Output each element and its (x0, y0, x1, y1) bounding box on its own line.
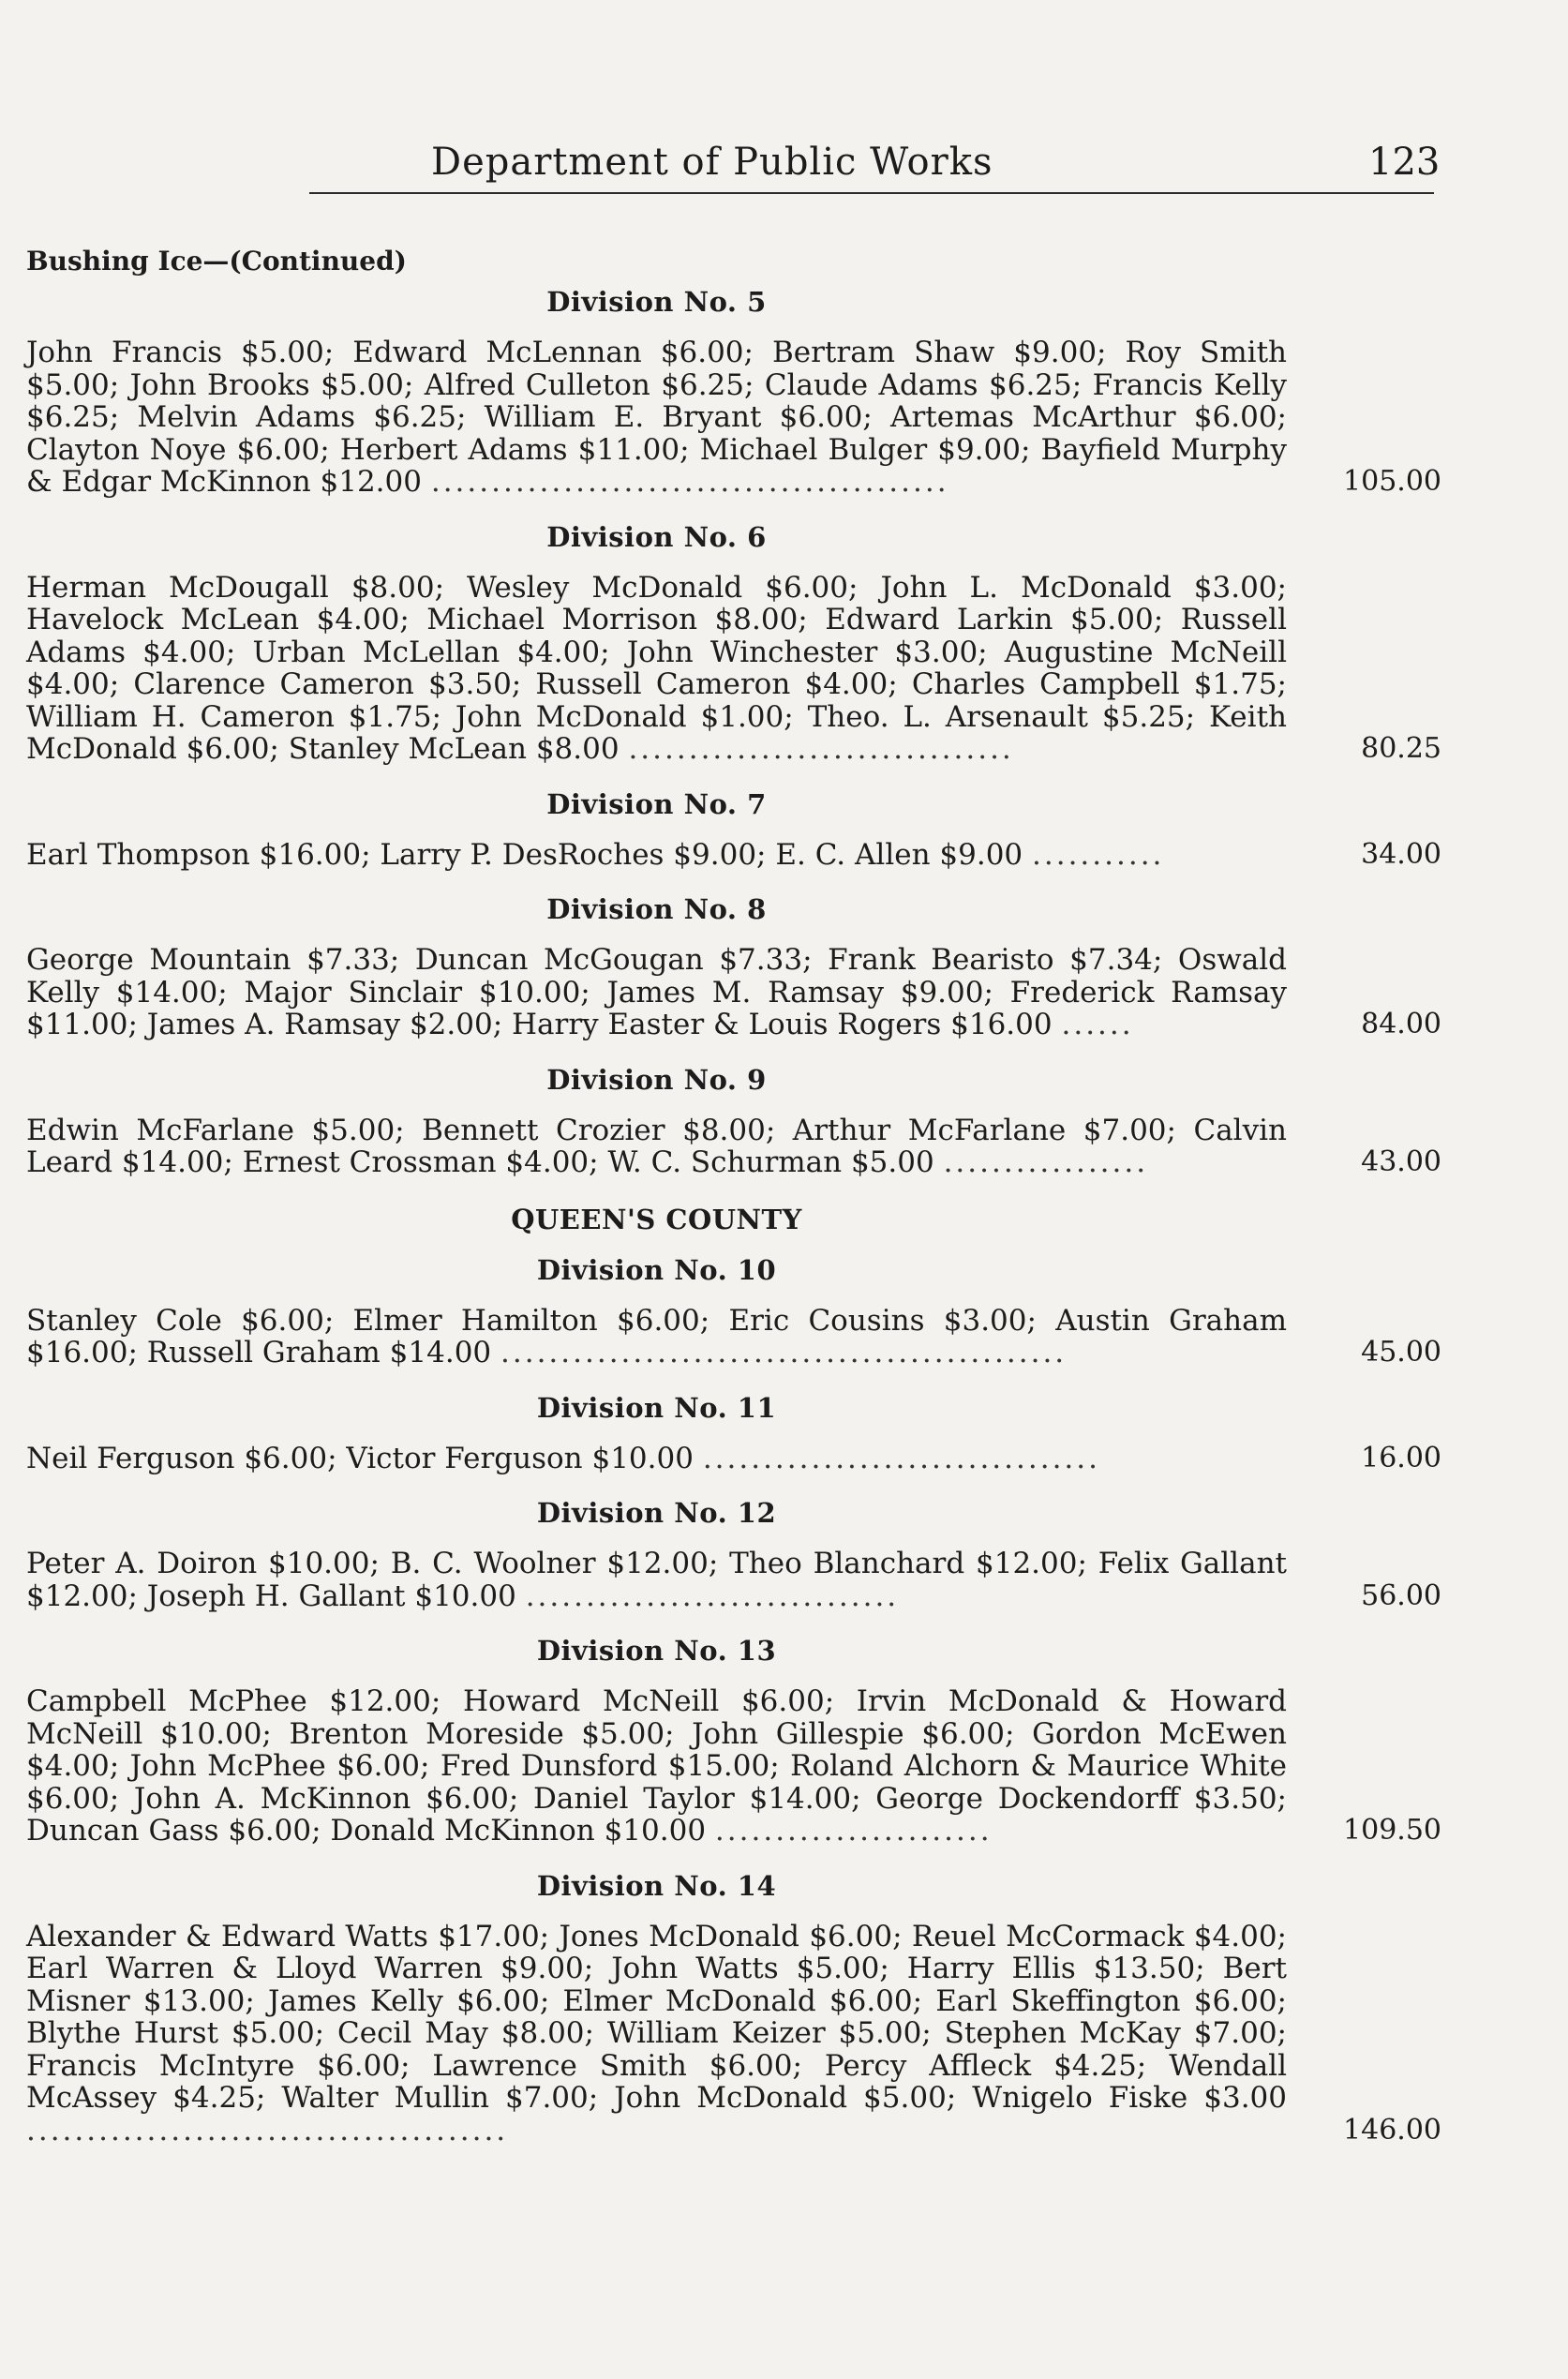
division-entry-text (26, 944, 1287, 1041)
division-names: Peter A. Doiron $10.00; B. C. Woolner $12.00; Theo Blanchard $12.00; Felix Gallant $12.00; Joseph H. Gallant $10.00 (26, 1547, 1287, 1613)
leader-dots: ........................................... (430, 465, 949, 499)
division-entry-text (26, 337, 1287, 499)
division-total: 16.00 (1361, 1441, 1441, 1474)
division-entry-text (26, 1115, 1287, 1179)
division-entry (26, 1548, 1441, 1612)
division-names: Edwin McFarlane $5.00; Bennett Crozier $8.00; Arthur McFarlane $7.00; Calvin Leard $14.00; Ernest Crossman $4.00; W. C. Schurman $5.00 (26, 1113, 1287, 1179)
leader-dots: ........... (1032, 837, 1165, 872)
division-total: 109.50 (1343, 1814, 1441, 1847)
division-entry (26, 1685, 1441, 1848)
division-entry-text (26, 839, 1287, 872)
division-heading: Division No. 6 (546, 520, 767, 553)
leader-dots: ...... (1061, 1008, 1134, 1041)
division-names: George Mountain $7.33; Duncan McGougan $7.33; Frank Bearisto $7.34; Oswald Kelly $14.00; Major Sinclair $10.00; James M. Ramsay $9.00; Frederick Ramsay $11.00; James A. Ramsay $2.00; Harry Easter & Louis Rogers $16.00 (26, 943, 1287, 1041)
division-block (26, 1254, 1441, 1369)
division-entry (26, 839, 1441, 872)
leader-dots: ............................................... (500, 1336, 1068, 1369)
division-heading: Division No. 12 (536, 1497, 777, 1529)
division-total: 34.00 (1361, 837, 1441, 871)
leader-dots: ........................................ (26, 2113, 509, 2147)
leader-dots: ................. (943, 1145, 1149, 1179)
division-block (26, 1064, 1441, 1179)
division-entry (26, 572, 1441, 766)
page-content (26, 246, 1441, 2147)
division-block (26, 893, 1441, 1041)
division-total: 43.00 (1361, 1145, 1441, 1178)
division-block (26, 1392, 1441, 1475)
division-entry-text (26, 1685, 1287, 1848)
division-total: 45.00 (1361, 1336, 1441, 1369)
leader-dots: ................................ (628, 732, 1014, 766)
division-heading: Division No. 9 (546, 1063, 767, 1096)
division-total: 80.25 (1361, 732, 1441, 765)
division-heading: Division No. 10 (536, 1253, 777, 1286)
division-entry (26, 1921, 1441, 2147)
header-divider (309, 192, 1434, 194)
division-entry-text (26, 1548, 1287, 1612)
division-entry (26, 1115, 1441, 1179)
division-block (26, 1635, 1441, 1848)
division-block (26, 1497, 1441, 1612)
division-total: 56.00 (1361, 1579, 1441, 1612)
division-names: Neil Ferguson $6.00; Victor Ferguson $10.00 (26, 1441, 694, 1475)
division-entry (26, 1443, 1441, 1475)
division-block (26, 521, 1441, 766)
division-entry-text (26, 1443, 1287, 1475)
division-names: Alexander & Edward Watts $17.00; Jones McDonald $6.00; Reuel McCormack $4.00; Earl Warren & Lloyd Warren $9.00; John Watts $5.00; Harry Ellis $13.50; Bert Misner $13.00; James Kelly $6.00; Elmer McDonald $6.00; Earl Skeffington $6.00; Blythe Hurst $5.00; Cecil May $8.00; William Keizer $5.00; Stephen McKay $7.00; Francis McIntyre $6.00; Lawrence Smith $6.00; Percy Affleck $4.25; Wendall McAssey $4.25; Walter Mullin $7.00; John McDonald $5.00; Wnigelo Fiske $3.00 (26, 1919, 1287, 2115)
page-number: 123 (1368, 141, 1441, 184)
page-title: Department of Public Works (431, 141, 993, 184)
division-block (26, 286, 1441, 499)
division-heading: Division No. 7 (546, 787, 767, 820)
division-block (26, 788, 1441, 872)
division-names: Campbell McPhee $12.00; Howard McNeill $6.00; Irvin McDonald & Howard McNeill $10.00; Brenton Moreside $5.00; John Gillespie $6.00; Gordon McEwen $4.00; John McPhee $6.00; Fred Dunsford $15.00; Roland Alchorn & Maurice White $6.00; John A. McKinnon $6.00; Daniel Taylor $14.00; George Dockendorff $3.50; Duncan Gass $6.00; Donald McKinnon $10.00 (26, 1684, 1287, 1848)
division-block (26, 1870, 1441, 2147)
division-entry (26, 1305, 1441, 1369)
division-heading: Division No. 5 (546, 286, 767, 318)
section-label: Bushing Ice—(Continued) (26, 246, 407, 277)
division-entry (26, 944, 1441, 1041)
division-entry-text (26, 572, 1287, 766)
leader-dots: ............................... (525, 1579, 900, 1613)
leader-dots: ................................. (702, 1441, 1100, 1475)
division-heading: Division No. 8 (546, 893, 767, 925)
page-header (0, 131, 1568, 197)
division-entry (26, 337, 1441, 499)
leader-dots: ....................... (714, 1814, 993, 1848)
division-entry-text (26, 1921, 1287, 2147)
division-entry-text (26, 1305, 1287, 1369)
county-heading: QUEEN'S COUNTY (511, 1203, 802, 1235)
division-names: Earl Thompson $16.00; Larry P. DesRoches $9.00; E. C. Allen $9.00 (26, 837, 1023, 872)
division-heading: Division No. 13 (536, 1635, 777, 1667)
division-heading: Division No. 11 (536, 1391, 777, 1424)
division-names: Herman McDougall $8.00; Wesley McDonald $6.00; John L. McDonald $3.00; Havelock McLean $4.00; Michael Morrison $8.00; Edward Larkin $5.00; Russell Adams $4.00; Urban McLellan $4.00; John Winchester $3.00; Augustine McNeill $4.00; Clarence Cameron $3.50; Russell Cameron $4.00; Charles Campbell $1.75; William H. Cameron $1.75; John McDonald $1.00; Theo. L. Arsenault $5.25; Keith McDonald $6.00; Stanley McLean $8.00 (26, 570, 1287, 766)
division-names: John Francis $5.00; Edward McLennan $6.00; Bertram Shaw $9.00; Roy Smith $5.00; John Brooks $5.00; Alfred Culleton $6.25; Claude Adams $6.25; Francis Kelly $6.25; Melvin Adams $6.25; William E. Bryant $6.00; Artemas McArthur $6.00; Clayton Noye $6.00; Herbert Adams $11.00; Michael Bulger $9.00; Bayfield Murphy & Edgar McKinnon $12.00 (26, 336, 1287, 499)
division-heading: Division No. 14 (536, 1869, 777, 1902)
division-names: Stanley Cole $6.00; Elmer Hamilton $6.00; Eric Cousins $3.00; Austin Graham $16.00; Russell Graham $14.00 (26, 1303, 1287, 1369)
division-total: 105.00 (1343, 465, 1441, 498)
division-total: 84.00 (1361, 1008, 1441, 1040)
division-total: 146.00 (1343, 2113, 1441, 2147)
